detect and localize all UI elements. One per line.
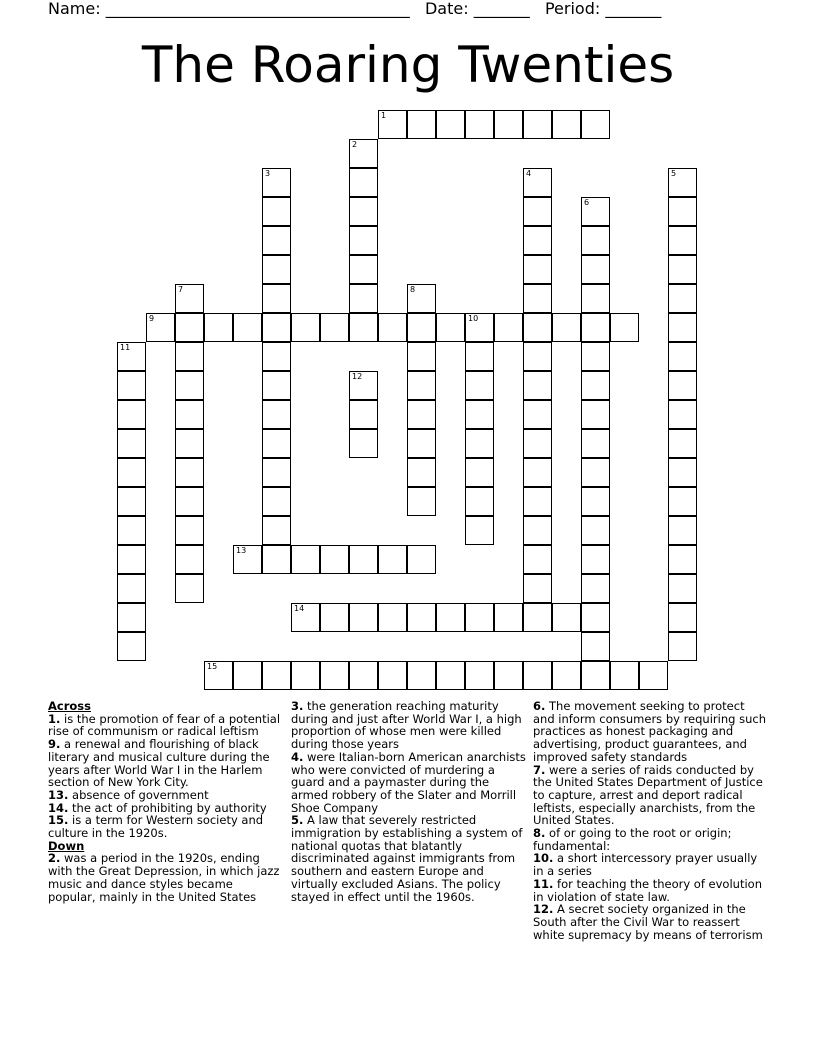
page-title: The Roaring Twenties xyxy=(141,36,675,94)
grid-cell[interactable] xyxy=(175,371,204,400)
grid-cell[interactable] xyxy=(581,458,610,487)
clue-number: 14 xyxy=(294,604,305,613)
grid-cell[interactable] xyxy=(262,516,291,545)
grid-cell[interactable] xyxy=(204,313,233,342)
grid-cell[interactable] xyxy=(581,574,610,603)
grid-cell[interactable] xyxy=(407,313,436,342)
grid-cell[interactable] xyxy=(552,661,581,690)
grid-cell[interactable] xyxy=(465,603,494,632)
clue-down-12: 12. A secret society organized in the South after the Civil War to reassert white supremacy by means of terrorism xyxy=(533,902,763,942)
grid-cell[interactable] xyxy=(233,545,262,574)
clue-down-3: 3. the generation reaching maturity during and just after World War I, a high proportion of whose men were killed during those years xyxy=(291,699,522,752)
grid-cell[interactable] xyxy=(668,226,697,255)
grid-cell[interactable] xyxy=(407,487,436,516)
period-blank[interactable]: _______ xyxy=(605,0,662,18)
grid-cell[interactable] xyxy=(175,429,204,458)
grid-cell[interactable] xyxy=(552,603,581,632)
period-label: Period: xyxy=(544,0,601,18)
grid-cell[interactable] xyxy=(233,313,262,342)
clue-number: 15 xyxy=(207,662,218,671)
grid-cell[interactable] xyxy=(581,110,610,139)
grid-cell[interactable] xyxy=(117,516,146,545)
grid-cell[interactable] xyxy=(523,400,552,429)
grid-cell[interactable] xyxy=(523,661,552,690)
clue-column-1 xyxy=(48,700,283,903)
grid-cell[interactable] xyxy=(668,400,697,429)
grid-cell[interactable] xyxy=(407,429,436,458)
grid-cell[interactable] xyxy=(349,197,378,226)
clue-down-10: 10. a short intercessory prayer usually in a series xyxy=(533,851,758,879)
grid-cell[interactable] xyxy=(349,429,378,458)
grid-cell[interactable] xyxy=(581,516,610,545)
clue-across-15: 15. is a term for Western society and culture in the 1920s. xyxy=(48,813,264,841)
grid-cell[interactable] xyxy=(378,545,407,574)
grid-cell[interactable] xyxy=(581,661,610,690)
clue-number: 11 xyxy=(120,343,131,352)
grid-cell[interactable] xyxy=(581,255,610,284)
grid-cell[interactable] xyxy=(349,603,378,632)
grid-cell[interactable] xyxy=(523,313,552,342)
grid-cell[interactable] xyxy=(523,226,552,255)
clue-number: 6 xyxy=(584,198,590,207)
grid-cell[interactable] xyxy=(320,545,349,574)
grid-cell[interactable] xyxy=(320,661,349,690)
clue-down-2: 2. was a period in the 1920s, ending with the Great Depression, in which jazz music and dance styles became popular, mainly in the United States xyxy=(48,851,280,904)
grid-cell[interactable] xyxy=(349,545,378,574)
grid-cell[interactable] xyxy=(262,168,291,197)
grid-cell[interactable] xyxy=(262,371,291,400)
grid-cell[interactable] xyxy=(349,168,378,197)
grid-cell[interactable] xyxy=(349,139,378,168)
grid-cell[interactable] xyxy=(262,400,291,429)
grid-cell[interactable] xyxy=(349,255,378,284)
grid-cell[interactable] xyxy=(523,168,552,197)
clue-number: 12 xyxy=(352,372,363,381)
grid-cell[interactable] xyxy=(349,371,378,400)
grid-cell[interactable] xyxy=(668,371,697,400)
grid-cell[interactable] xyxy=(175,313,204,342)
grid-cell[interactable] xyxy=(465,516,494,545)
clue-number: 8 xyxy=(410,285,416,294)
grid-cell[interactable] xyxy=(668,574,697,603)
clue-number: 3 xyxy=(265,169,271,178)
grid-cell[interactable] xyxy=(668,458,697,487)
grid-cell[interactable] xyxy=(175,458,204,487)
grid-cell[interactable] xyxy=(494,110,523,139)
grid-cell[interactable] xyxy=(523,545,552,574)
grid-cell[interactable] xyxy=(523,255,552,284)
grid-cell[interactable] xyxy=(465,371,494,400)
grid-cell[interactable] xyxy=(465,458,494,487)
grid-cell[interactable] xyxy=(465,661,494,690)
grid-cell[interactable] xyxy=(262,313,291,342)
grid-cell[interactable] xyxy=(581,313,610,342)
grid-cell[interactable] xyxy=(581,632,610,661)
grid-cell[interactable] xyxy=(552,110,581,139)
grid-cell[interactable] xyxy=(349,226,378,255)
clue-across-9: 9. a renewal and flourishing of black literary and musical culture during the years after World War I in the Harlem section of New York City. xyxy=(48,737,270,790)
grid-cell[interactable] xyxy=(349,313,378,342)
grid-cell[interactable] xyxy=(668,545,697,574)
clue-across-1: 1. is the promotion of fear of a potential rise of communism or radical leftism xyxy=(48,711,281,739)
grid-cell[interactable] xyxy=(407,458,436,487)
grid-cell[interactable] xyxy=(117,487,146,516)
grid-cell[interactable] xyxy=(436,313,465,342)
clue-number: 2 xyxy=(352,140,358,149)
grid-cell[interactable] xyxy=(581,603,610,632)
clue-number: 4 xyxy=(526,169,532,178)
grid-cell[interactable] xyxy=(465,313,494,342)
grid-cell[interactable] xyxy=(581,400,610,429)
grid-cell[interactable] xyxy=(523,197,552,226)
clue-number: 7 xyxy=(178,285,184,294)
grid-cell[interactable] xyxy=(117,574,146,603)
grid-cell[interactable] xyxy=(523,458,552,487)
grid-cell[interactable] xyxy=(465,400,494,429)
clue-down-6: 6. The movement seeking to protect and inform consumers by requiring such practices as honest packaging and advertising, product guarantees, and improved safety standards xyxy=(533,699,766,764)
grid-cell[interactable] xyxy=(523,603,552,632)
grid-cell[interactable] xyxy=(581,429,610,458)
date-blank[interactable]: _______ xyxy=(473,0,530,18)
clue-column-2 xyxy=(291,700,526,903)
grid-cell[interactable] xyxy=(465,487,494,516)
grid-cell[interactable] xyxy=(668,632,697,661)
grid-cell[interactable] xyxy=(581,545,610,574)
grid-cell[interactable] xyxy=(494,661,523,690)
grid-cell[interactable] xyxy=(262,226,291,255)
grid-cell[interactable] xyxy=(262,429,291,458)
grid-cell[interactable] xyxy=(320,313,349,342)
clue-column-3 xyxy=(533,700,768,941)
grid-cell[interactable] xyxy=(407,284,436,313)
grid-cell[interactable] xyxy=(320,603,349,632)
grid-cell[interactable] xyxy=(349,284,378,313)
grid-cell[interactable] xyxy=(581,284,610,313)
grid-cell[interactable] xyxy=(175,545,204,574)
grid-cell[interactable] xyxy=(552,313,581,342)
grid-cell[interactable] xyxy=(146,313,175,342)
name-blank[interactable]: ______________________________________ xyxy=(105,0,410,18)
grid-cell[interactable] xyxy=(523,110,552,139)
grid-cell[interactable] xyxy=(349,400,378,429)
clue-down-4: 4. were Italian-born American anarchists who were convicted of murdering a guard and a paymaster during the armed robbery of the Slater and Morrill Shoe Company xyxy=(291,749,526,815)
grid-cell[interactable] xyxy=(117,603,146,632)
grid-cell[interactable] xyxy=(523,574,552,603)
clue-down-5: 5. A law that severely restricted immigration by establishing a system of national quotas that blatantly discriminated against immigrants from southern and eastern Europe and virtually excluded Asians. The policy stayed in effect until the 1960s. xyxy=(291,813,523,904)
clue-number: 5 xyxy=(671,169,677,178)
grid-cell[interactable] xyxy=(175,342,204,371)
grid-cell[interactable] xyxy=(117,400,146,429)
grid-cell[interactable] xyxy=(668,516,697,545)
down-heading: Down xyxy=(48,838,85,853)
grid-cell[interactable] xyxy=(436,603,465,632)
clue-number: 1 xyxy=(381,111,387,120)
grid-cell[interactable] xyxy=(291,661,320,690)
grid-cell[interactable] xyxy=(262,458,291,487)
grid-cell[interactable] xyxy=(204,661,233,690)
grid-cell[interactable] xyxy=(407,661,436,690)
grid-cell[interactable] xyxy=(117,429,146,458)
grid-cell[interactable] xyxy=(262,545,291,574)
grid-cell[interactable] xyxy=(523,429,552,458)
header-line xyxy=(48,0,808,20)
grid-cell[interactable] xyxy=(117,371,146,400)
grid-cell[interactable] xyxy=(407,400,436,429)
clue-down-7: 7. were a series of raids conducted by the United States Department of Justice to capture, arrest and deport radical leftists, especially anarchists, from the United States. xyxy=(533,762,763,828)
grid-cell[interactable] xyxy=(581,226,610,255)
grid-cell[interactable] xyxy=(668,255,697,284)
grid-cell[interactable] xyxy=(407,371,436,400)
grid-cell[interactable] xyxy=(581,197,610,226)
grid-cell[interactable] xyxy=(175,516,204,545)
grid-cell[interactable] xyxy=(407,342,436,371)
grid-cell[interactable] xyxy=(581,342,610,371)
grid-cell[interactable] xyxy=(117,545,146,574)
date-label: Date: xyxy=(424,0,469,18)
grid-cell[interactable] xyxy=(117,458,146,487)
name-label: Name: xyxy=(48,0,101,18)
clue-across-13: 13. absence of government xyxy=(48,787,209,802)
grid-cell[interactable] xyxy=(581,371,610,400)
grid-cell[interactable] xyxy=(436,661,465,690)
across-heading: Across xyxy=(48,699,91,713)
grid-cell[interactable] xyxy=(262,197,291,226)
grid-cell[interactable] xyxy=(349,661,378,690)
grid-cell[interactable] xyxy=(117,342,146,371)
grid-cell[interactable] xyxy=(465,110,494,139)
grid-cell[interactable] xyxy=(523,284,552,313)
grid-cell[interactable] xyxy=(668,168,697,197)
grid-cell[interactable] xyxy=(668,313,697,342)
grid-cell[interactable] xyxy=(291,545,320,574)
grid-cell[interactable] xyxy=(291,313,320,342)
clue-down-11: 11. for teaching the theory of evolution in violation of state law. xyxy=(533,876,762,904)
grid-cell[interactable] xyxy=(668,603,697,632)
grid-cell[interactable] xyxy=(262,255,291,284)
grid-cell[interactable] xyxy=(407,545,436,574)
grid-cell[interactable] xyxy=(668,429,697,458)
grid-cell[interactable] xyxy=(668,342,697,371)
grid-cell[interactable] xyxy=(668,197,697,226)
clue-number: 10 xyxy=(468,314,479,323)
grid-cell[interactable] xyxy=(378,661,407,690)
grid-cell[interactable] xyxy=(378,603,407,632)
grid-cell[interactable] xyxy=(262,487,291,516)
grid-cell[interactable] xyxy=(117,632,146,661)
grid-cell[interactable] xyxy=(175,284,204,313)
grid-cell[interactable] xyxy=(465,342,494,371)
grid-cell[interactable] xyxy=(378,313,407,342)
grid-cell[interactable] xyxy=(175,487,204,516)
grid-cell[interactable] xyxy=(523,516,552,545)
clue-down-8: 8. of or going to the root or origin; fundamental: xyxy=(533,826,732,853)
grid-cell[interactable] xyxy=(465,429,494,458)
grid-cell[interactable] xyxy=(494,313,523,342)
grid-cell[interactable] xyxy=(436,110,465,139)
clue-across-14: 14. the act of prohibiting by authority xyxy=(48,800,267,815)
grid-cell[interactable] xyxy=(610,313,639,342)
grid-cell[interactable] xyxy=(668,487,697,516)
grid-cell[interactable] xyxy=(407,110,436,139)
grid-cell[interactable] xyxy=(639,661,668,690)
grid-cell[interactable] xyxy=(523,371,552,400)
grid-cell[interactable] xyxy=(523,487,552,516)
grid-cell[interactable] xyxy=(494,603,523,632)
grid-cell[interactable] xyxy=(262,661,291,690)
grid-cell[interactable] xyxy=(291,603,320,632)
grid-cell[interactable] xyxy=(175,574,204,603)
grid-cell[interactable] xyxy=(523,342,552,371)
grid-cell[interactable] xyxy=(668,284,697,313)
grid-cell[interactable] xyxy=(233,661,262,690)
grid-cell[interactable] xyxy=(175,400,204,429)
grid-cell[interactable] xyxy=(407,603,436,632)
clue-number: 9 xyxy=(149,314,155,323)
clue-number: 13 xyxy=(236,546,247,555)
grid-cell[interactable] xyxy=(581,487,610,516)
grid-cell[interactable] xyxy=(378,110,407,139)
grid-cell[interactable] xyxy=(262,342,291,371)
grid-cell[interactable] xyxy=(610,661,639,690)
grid-cell[interactable] xyxy=(262,284,291,313)
